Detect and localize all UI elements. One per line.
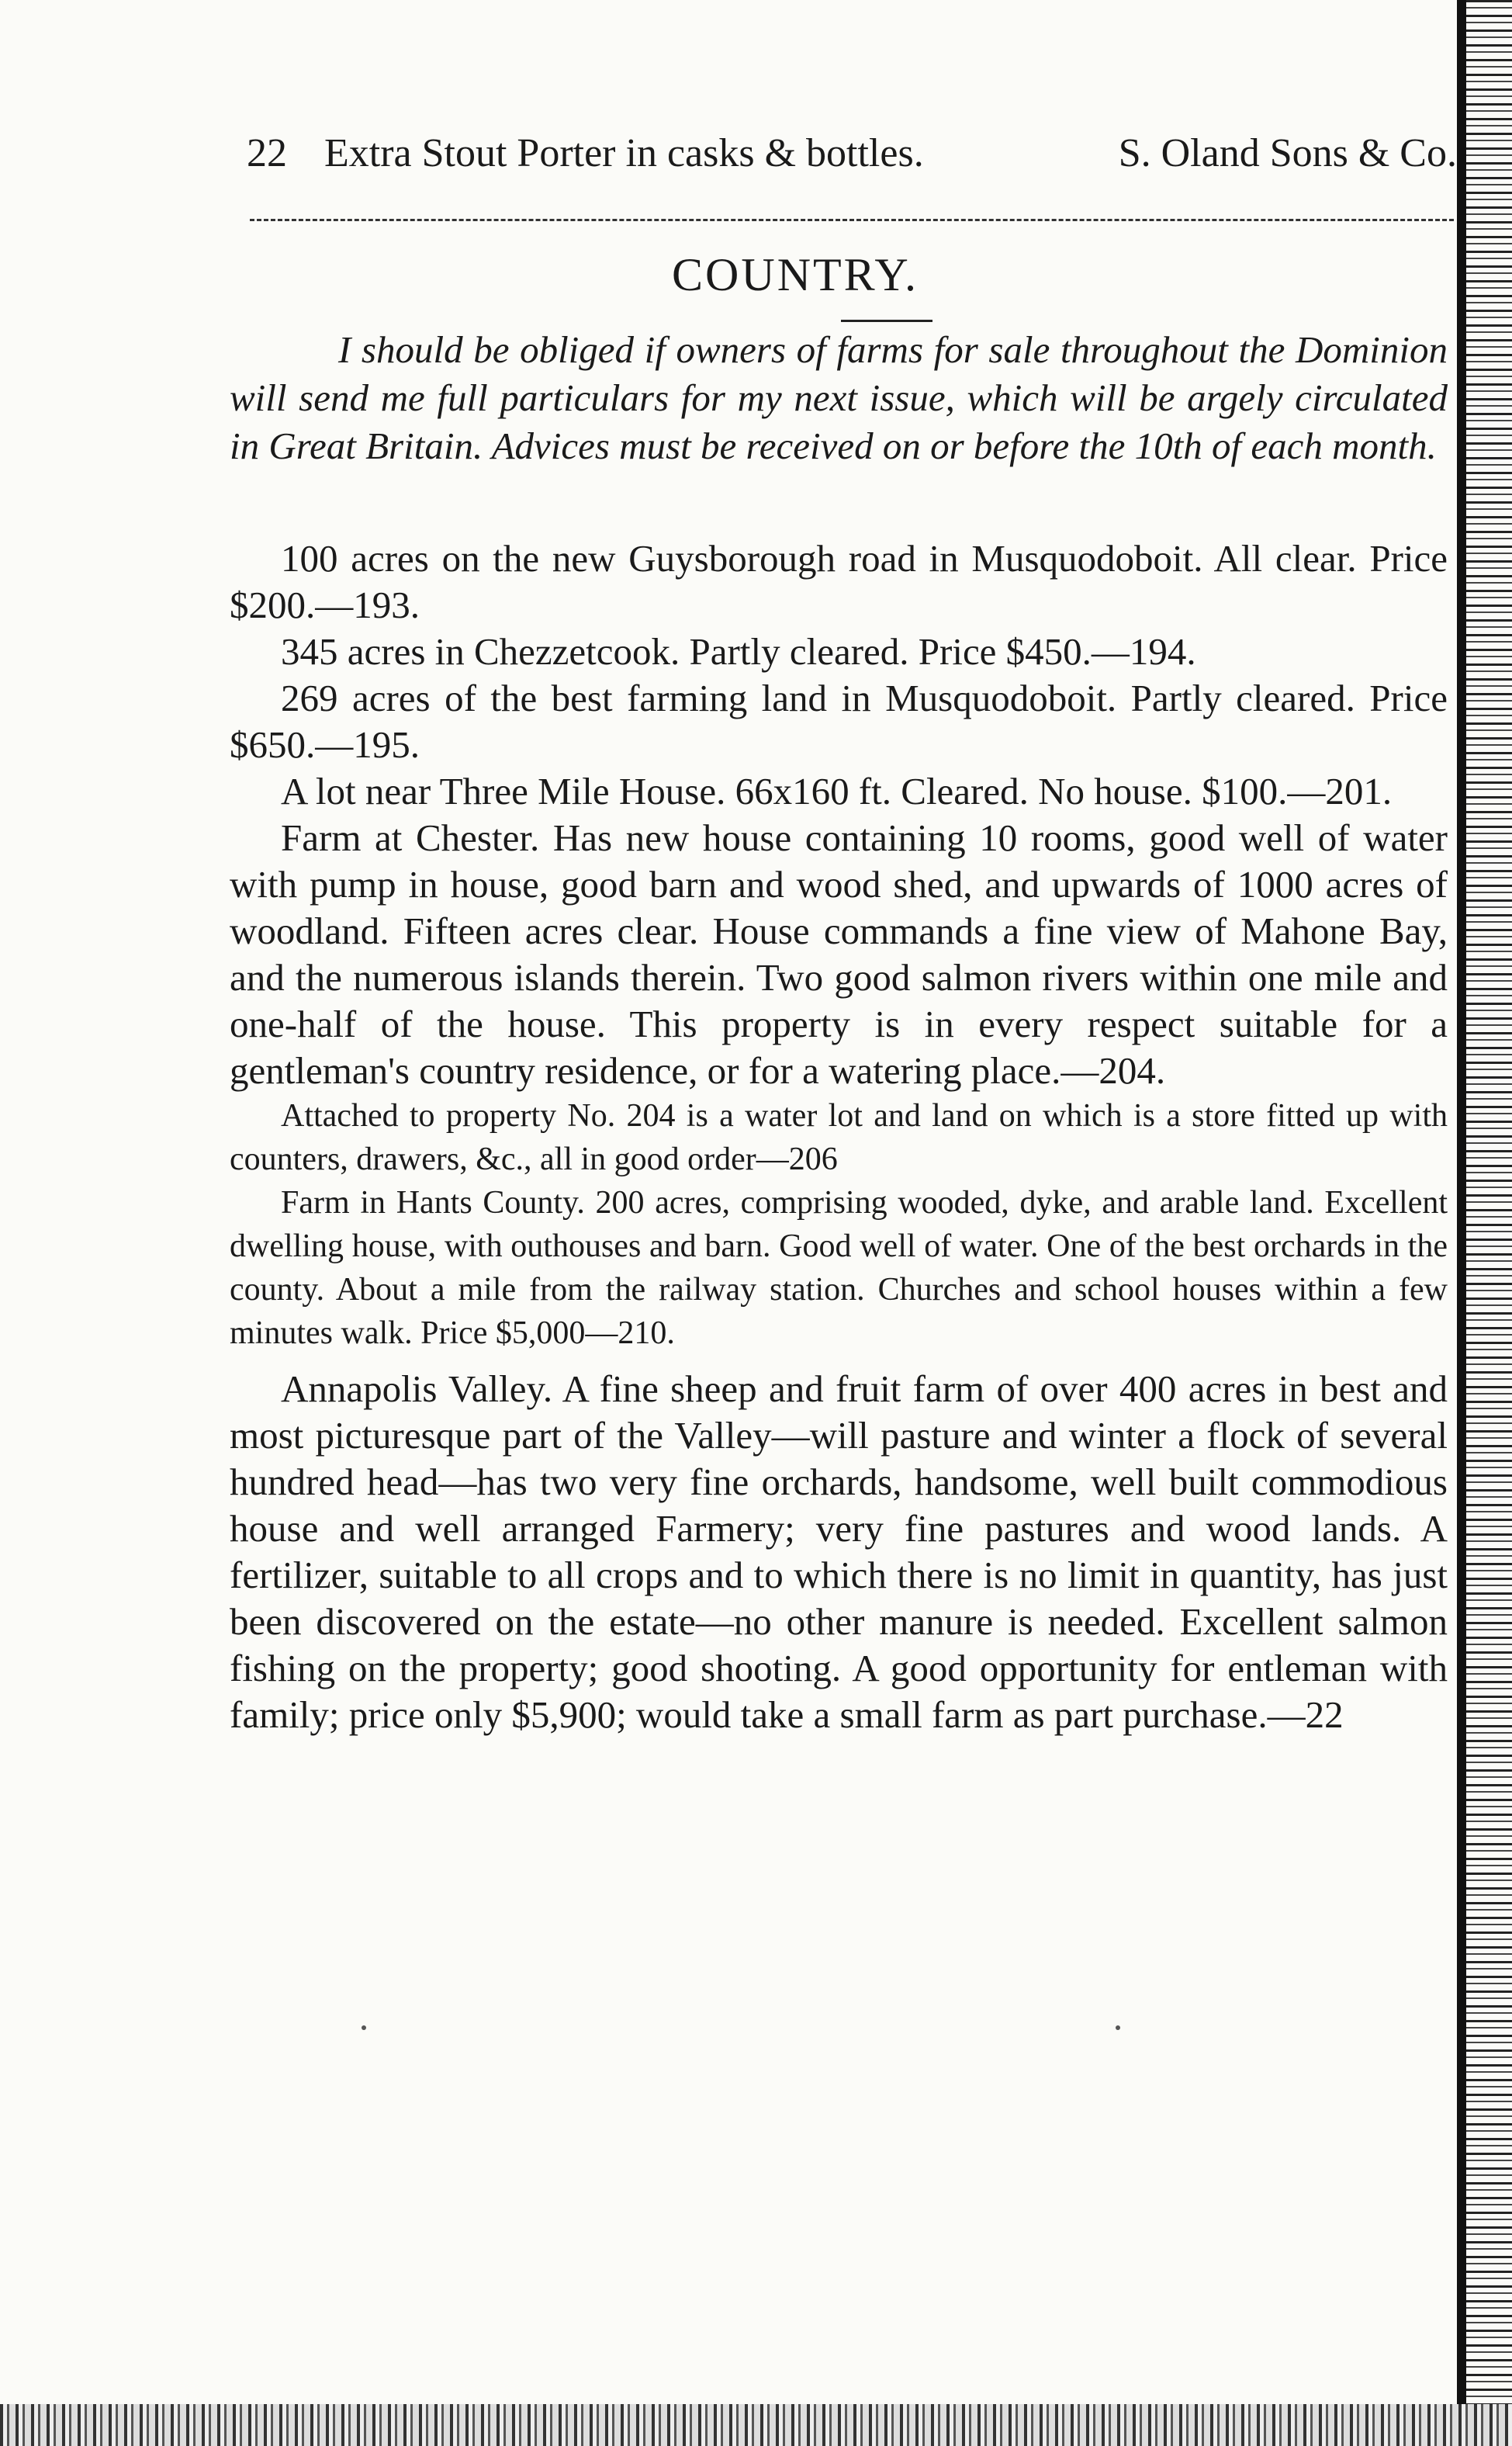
notice-paragraph: I should be obliged if owners of farms for sale throughout the Dominion will send me full particulars for my next issue, which will be argely circulated in Great Britain. Advices must be received on or before the 10th of each month. [230,328,1448,467]
ink-speck [1116,2025,1120,2030]
listing-item: 100 acres on the new Guysborough road in Musquodoboit. All clear. Price $200.—193. [230,537,1448,626]
listing-item: 269 acres of the best farming land in Musquodoboit. Partly cleared. Price $650.—195. [230,677,1448,766]
ink-speck [362,2025,366,2030]
header-advertisement: Extra Stout Porter in casks & bottles. [324,131,924,175]
title-underline [841,320,932,322]
listing-item: Farm in Hants County. 200 acres, comprising wooded, dyke, and arable land. Excellent dwelling house, with outhouses and barn. Good well of water. One of the best orchards in the county. About a mile from the railway station. Churches and school houses within a few minutes walk. Price $5,000—210. [230,1185,1448,1351]
running-header [247,130,1457,192]
header-rule [250,219,1454,221]
section-title: COUNTRY. [672,249,919,300]
listing-item: Annapolis Valley. A fine sheep and fruit farm of over 400 acres in best and most picturesque part of the Valley—will pasture and winter a flock of several hundred head—has two very fine orchards, handsome, well built commodious house and well arranged Farmery; very fine pastures and wood lands. A fertilizer, suitable to all crops and to which there is no limit in quantity, has just been discovered on the estate—no other manure is needed. Excellent salmon fishing on the property; good shooting. A good opportunity for entleman with family; price only $5,900; would take a small farm as part purchase.—22 [230,1367,1448,1736]
page-bottom-edge [0,2404,1512,2446]
listing-item: A lot near Three Mile House. 66x160 ft. Cleared. No house. $100.—201. [281,770,1393,812]
listings [230,535,1448,1738]
listing-item: Farm at Chester. Has new house containing 10 rooms, good well of water with pump in house, good barn and wood shed, and upwards of 1000 acres of woodland. Fifteen acres clear. House commands a fine view of Mahone Bay, and the numerous islands therein. Two good salmon rivers within one mile and one-half of the house. This property is in every respect suitable for a gentleman's country residence, or for a watering place.—204. [230,816,1448,1092]
header-firm-name: S. Oland Sons & Co. [1118,131,1457,175]
page-number: 22 [247,131,287,175]
listing-item: 345 acres in Chezzetcook. Partly cleared. Price $450.—194. [281,630,1196,673]
adjacent-page-edge [1457,0,1512,2446]
listing-item: Attached to property No. 204 is a water lot and land on which is a store fitted up with counters, drawers, &c., all in good order—206 [230,1098,1448,1177]
